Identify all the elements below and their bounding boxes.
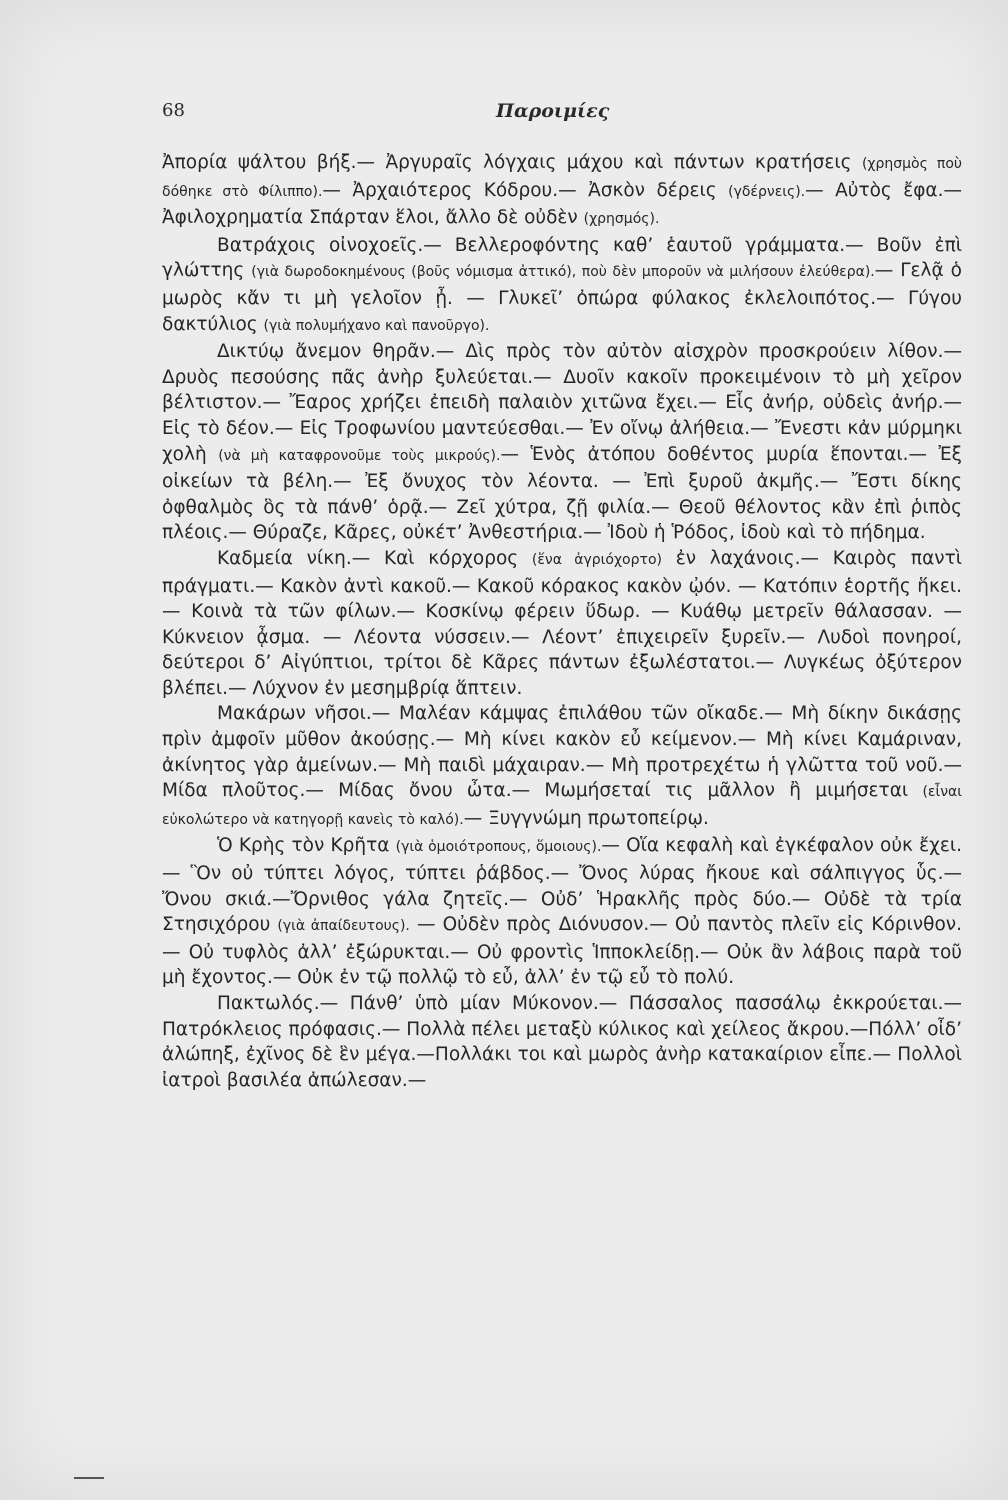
proverb-text: ἐν λαχάνοις.— Καιρὸς παντὶ πράγματι.— Κακὸν ἀντὶ κακοῦ.— Κακοῦ κόρακος κακὸν ᾠόν. — Κατόπιν ἑορτῆς ἥκει.— Κοινὰ τὰ τῶν φίλων.— Κοσκίνῳ φέρειν ὕδωρ. — Κυάθῳ μετρεῖν θάλασσαν. — Κύκνειον ᾆσμα. — Λέοντα νύσσειν.— Λέοντ’ ἐπιχειρεῖν ξυρεῖν.— Λυδοὶ πονηροί, δεύτεροι δ’ Αἰγύπτιοι, τρίτοι δὲ Κᾶρες πάντων ἐξωλέστατοι.— Λυγκέως ὀξύτερον βλέπει.— Λύχνον ἐν μεσημβρίᾳ ἅπτειν.: [162, 547, 962, 699]
proverb-text: — Οἵα κεφαλὴ καὶ ἐγκέφαλον οὐκ ἔχει.— Ὃν οὐ τύπτει λόγος, τύπτει ῥάβδος.— Ὄνος λύρας ἤκουε καὶ σάλπιγγος ὗς.— Ὄνου σκιά.—Ὄρνιθος γάλα ζητεῖς.— Οὐδ’ Ἡρακλῆς πρὸς δύο.— Οὐδὲ τὰ τρία Στησιχόρου: [162, 835, 962, 936]
paragraph: [162, 233, 962, 339]
proverb-text: Ὁ Κρὴς τὸν Κρῆτα: [217, 835, 396, 857]
proverbs-text: [162, 150, 962, 1093]
gloss-note: (γιὰ ὁμοιότροπους, ὅμοιους).: [395, 839, 602, 856]
proverb-text: — Ἀρχαιότερος Κόδρου.— Ἀσκὸν δέρεις: [322, 179, 729, 201]
paragraph: [162, 991, 962, 1093]
proverb-text: Καδμεία νίκη.— Καὶ κόρχορος: [217, 547, 532, 569]
gloss-note: (εἶναι εὐκολώτερο νὰ κατηγορῇ κανεὶς τὸ καλό).: [162, 784, 962, 828]
gloss-note: (γιὰ δωροδοκημένους (βοῦς νόμισμα ἀττικό), ποὺ δὲν μποροῦν νὰ μιλήσουν ἐλεύθερα).: [251, 264, 875, 281]
proverb-text: — Ἑνὸς ἀτόπου δοθέντος μυρία ἕπονται.— Ἐξ οἰκείων τὰ βέλη.— Ἐξ ὄνυχος τὸν λέοντα. — Ἐπὶ ξυροῦ ἀκμῆς.— Ἔστι δίκης ὀφθαλμὸς ὃς τὰ πάνθ’ ὁρᾷ.— Ζεῖ χύτρα, ζῇ φιλία.— Θεοῦ θέλοντος κἂν ἐπὶ ῥιπὸς πλέοις.— Θύραζε, Κᾶρες, οὐκέτ’ Ἀνθεστήρια.— Ἰδοὺ ἡ Ῥόδος, ἰδοὺ καὶ τὸ πήδημα.: [162, 443, 962, 544]
page-number: 68: [162, 100, 185, 121]
paragraph: [162, 546, 962, 702]
paragraph: [162, 833, 962, 991]
proverb-text: Ἀπορία ψάλτου βήξ.— Ἀργυραῖς λόγχαις μάχου καὶ πάντων κρατήσεις: [162, 152, 862, 173]
proverb-text: — Οὐδὲν πρὸς Διόνυσον.— Οὐ παντὸς πλεῖν εἰς Κόρινθον.— Οὐ τυφλὸς ἀλλ’ ἐξώρυκται.— Οὐ φροντὶς Ἱπποκλείδῃ.— Οὐκ ἂν λάβοις παρὰ τοῦ μὴ ἔχοντος.— Οὐκ ἐν τῷ πολλῷ τὸ εὖ, ἀλλ’ ἐν τῷ εὖ τὸ πολύ.: [162, 914, 962, 989]
proverb-text: Βατράχοις οἰνοχοεῖς.— Βελλεροφόντης καθ’ ἑαυτοῦ γράμματα.— Βοῦν ἐπὶ γλώττης: [162, 234, 962, 282]
gloss-note: (νὰ μὴ καταφρονοῦμε τοὺς μικρούς).: [218, 447, 501, 464]
running-title: Παροιμίες: [496, 100, 610, 122]
gloss-note: (γδέρνεις).: [728, 183, 806, 200]
proverb-text: — Αὐτὸς ἔφα.— Ἀφιλοχρηματία Σπάρταν ἕλοι, ἄλλο δὲ οὐδὲν: [162, 179, 962, 229]
gloss-note: (χρησμός).: [583, 211, 660, 228]
gloss-note: (ἕνα ἀγριόχορτο): [531, 551, 662, 568]
corner-mark: [74, 1477, 104, 1479]
gloss-note: (γιὰ ἀπαίδευτους).: [277, 918, 410, 935]
proverb-text: — Γελᾷ ὁ μωρὸς κἄν τι μὴ γελοῖον ᾖ. — Γλυκεῖ’ ὀπώρα φύλακος ἐκλελοιπότος.— Γύγου δακτύλιος: [162, 260, 962, 335]
paragraph: [162, 701, 962, 833]
gloss-note: (χρησμὸς ποὺ δόθηκε στὸ Φίλιππο).: [162, 156, 962, 200]
gloss-note: (γιὰ πολυμήχανο καὶ πανοῦργο).: [263, 317, 490, 334]
paragraph: [162, 339, 962, 546]
proverb-text: Δικτύῳ ἄνεμον θηρᾶν.— Δὶς πρὸς τὸν αὐτὸν αἰσχρὸν προσκρούειν λίθον.— Δρυὸς πεσούσης πᾶς ἀνὴρ ξυλεύεται.— Δυοῖν κακοῖν προκειμένοιν τὸ μὴ χεῖρον βέλτιστον.— Ἔαρος χρήζει ἐπειδὴ παλαιὸν χιτῶνα ἔχει.— Εἷς ἀνήρ, οὐδεὶς ἀνήρ.— Εἰς τὸ δέον.— Εἰς Τροφωνίου μαντεύεσθαι.— Ἐν οἴνῳ ἀλήθεια.— Ἔνεστι κἀν μύρμηκι χολὴ: [162, 341, 962, 465]
paragraph: [162, 150, 962, 233]
proverb-text: Πακτωλός.— Πάνθ’ ὑπὸ μίαν Μύκονον.— Πάσσαλος πασσάλῳ ἐκκρούεται.— Πατρόκλειος πρόφασις.— Πολλὰ πέλει μεταξὺ κύλικος καὶ χείλεος ἄκρου.—Πόλλ’ οἶδ’ ἀλώπηξ, ἐχῖνος δὲ ἓν μέγα.—Πολλάκι τοι καὶ μωρὸς ἀνὴρ κατακαίριον εἶπε.— Πολλοὶ ἰατροὶ βασιλέα ἀπώλεσαν.—: [162, 993, 962, 1091]
proverb-text: Μακάρων νῆσοι.— Μαλέαν κάμψας ἐπιλάθου τῶν οἴκαδε.— Μὴ δίκην δικάσῃς πρὶν ἀμφοῖν μῦθον ἀκούσῃς.— Μὴ κίνει κακὸν εὖ κείμενον.— Μὴ κίνει Καμάριναν, ἀκίνητος γὰρ ἀμείνων.— Μὴ παιδὶ μάχαιραν.— Μὴ προτρεχέτω ἡ γλῶττα τοῦ νοῦ.— Μίδα πλοῦτος.— Μίδας ὄνου ὦτα.— Μωμήσεταί τις μᾶλλον ἢ μιμήσεται: [162, 703, 962, 802]
proverb-text: — Ξυγγνώμη πρωτοπείρῳ.: [463, 807, 709, 829]
